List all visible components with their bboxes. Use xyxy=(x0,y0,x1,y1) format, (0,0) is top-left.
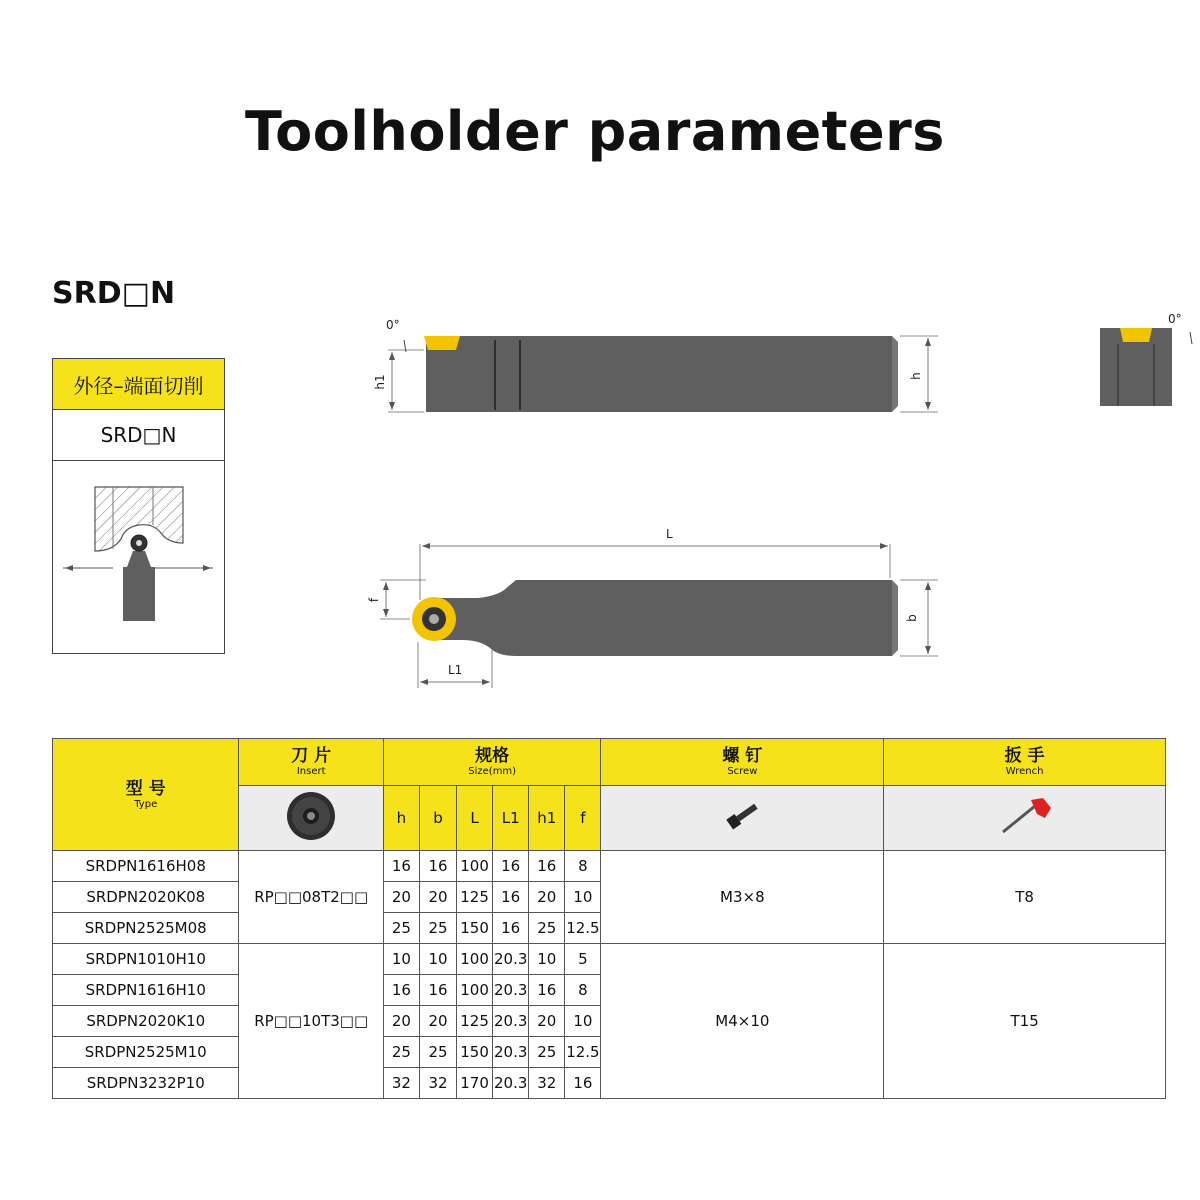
size-cell: 20 xyxy=(529,1006,565,1037)
size-cell: 12.5 xyxy=(565,913,601,944)
size-cell: 100 xyxy=(457,851,493,882)
col-f: f xyxy=(565,786,601,851)
top-view xyxy=(373,318,938,412)
insert-cell: RP□□08T2□□ xyxy=(239,851,383,944)
size-cell: 16 xyxy=(493,851,529,882)
h-label: h xyxy=(909,372,923,380)
wrench-icon xyxy=(995,794,1055,838)
col-L1: L1 xyxy=(493,786,529,851)
size-cell: 32 xyxy=(419,1068,456,1099)
size-cell: 125 xyxy=(457,1006,493,1037)
type-cell: SRDPN1616H10 xyxy=(53,975,239,1006)
size-cell: 16 xyxy=(383,851,419,882)
size-cell: 20.3 xyxy=(493,1068,529,1099)
wrench-header: 扳 手 Wrench xyxy=(884,739,1166,786)
size-cell: 10 xyxy=(529,944,565,975)
size-cell: 20 xyxy=(383,882,419,913)
process-type-label: 外径–端面切削 xyxy=(53,359,224,410)
insert-top-icon xyxy=(424,336,460,350)
size-cell: 10 xyxy=(565,882,601,913)
L-label: L xyxy=(666,527,673,541)
size-cell: 25 xyxy=(419,1037,456,1068)
size-cell: 100 xyxy=(457,975,493,1006)
size-cell: 10 xyxy=(383,944,419,975)
size-cell: 20.3 xyxy=(493,1006,529,1037)
size-cell: 16 xyxy=(493,913,529,944)
size-cell: 150 xyxy=(457,913,493,944)
size-cell: 10 xyxy=(419,944,456,975)
type-cell: SRDPN3232P10 xyxy=(53,1068,239,1099)
size-cell: 170 xyxy=(457,1068,493,1099)
size-cell: 150 xyxy=(457,1037,493,1068)
size-cell: 16 xyxy=(529,975,565,1006)
page-title: Toolholder parameters xyxy=(245,100,945,163)
zero-degree-side-label: 0° xyxy=(1168,312,1182,326)
size-cell: 20.3 xyxy=(493,944,529,975)
screw-icon xyxy=(717,796,767,836)
b-label: b xyxy=(905,614,919,622)
type-cell: SRDPN2020K08 xyxy=(53,882,239,913)
model-code: SRD□N xyxy=(52,276,176,311)
zero-degree-label: 0° xyxy=(386,318,400,332)
round-insert-icon xyxy=(281,788,341,844)
type-cell: SRDPN2525M08 xyxy=(53,913,239,944)
end-view xyxy=(1100,312,1192,406)
size-cell: 20.3 xyxy=(493,1037,529,1068)
size-cell: 20 xyxy=(529,882,565,913)
size-cell: 16 xyxy=(493,882,529,913)
size-cell: 25 xyxy=(383,913,419,944)
screw-cell: M4×10 xyxy=(601,944,884,1099)
size-cell: 10 xyxy=(565,1006,601,1037)
type-cell: SRDPN1010H10 xyxy=(53,944,239,975)
type-header: 型 号 Type xyxy=(53,739,239,851)
table-row xyxy=(53,944,1166,975)
front-view xyxy=(367,527,938,688)
wrench-cell: T8 xyxy=(884,851,1166,944)
panel-model-label: SRD□N xyxy=(53,410,224,461)
size-cell: 20.3 xyxy=(493,975,529,1006)
size-cell: 12.5 xyxy=(565,1037,601,1068)
col-L: L xyxy=(457,786,493,851)
size-cell: 100 xyxy=(457,944,493,975)
type-cell: SRDPN2525M10 xyxy=(53,1037,239,1068)
size-cell: 20 xyxy=(383,1006,419,1037)
size-cell: 25 xyxy=(529,913,565,944)
screw-cell: M3×8 xyxy=(601,851,884,944)
insert-cell: RP□□10T3□□ xyxy=(239,944,383,1099)
size-cell: 16 xyxy=(529,851,565,882)
size-cell: 32 xyxy=(529,1068,565,1099)
screw-image-cell xyxy=(601,786,884,851)
wrench-cell: T15 xyxy=(884,944,1166,1099)
size-cell: 16 xyxy=(419,851,456,882)
spec-table xyxy=(52,738,1166,1099)
wrench-image-cell xyxy=(884,786,1166,851)
size-cell: 20 xyxy=(419,882,456,913)
type-cell: SRDPN1616H08 xyxy=(53,851,239,882)
size-cell: 16 xyxy=(565,1068,601,1099)
L1-label: L1 xyxy=(448,663,463,677)
table-row xyxy=(53,851,1166,882)
size-cell: 25 xyxy=(383,1037,419,1068)
screw-header: 螺 钉 Screw xyxy=(601,739,884,786)
col-h1: h1 xyxy=(529,786,565,851)
f-label: f xyxy=(367,597,381,603)
size-cell: 16 xyxy=(383,975,419,1006)
size-cell: 16 xyxy=(419,975,456,1006)
size-header: 规格 Size(mm) xyxy=(383,739,601,786)
type-cell: SRDPN2020K10 xyxy=(53,1006,239,1037)
size-cell: 20 xyxy=(419,1006,456,1037)
size-cell: 8 xyxy=(565,851,601,882)
size-cell: 5 xyxy=(565,944,601,975)
col-h: h xyxy=(383,786,419,851)
size-cell: 25 xyxy=(419,913,456,944)
size-cell: 8 xyxy=(565,975,601,1006)
insert-header: 刀 片 Insert xyxy=(239,739,383,786)
insert-image-cell xyxy=(239,786,383,851)
col-b: b xyxy=(419,786,456,851)
h1-label: h1 xyxy=(373,374,387,390)
size-cell: 32 xyxy=(383,1068,419,1099)
size-cell: 125 xyxy=(457,882,493,913)
size-cell: 25 xyxy=(529,1037,565,1068)
